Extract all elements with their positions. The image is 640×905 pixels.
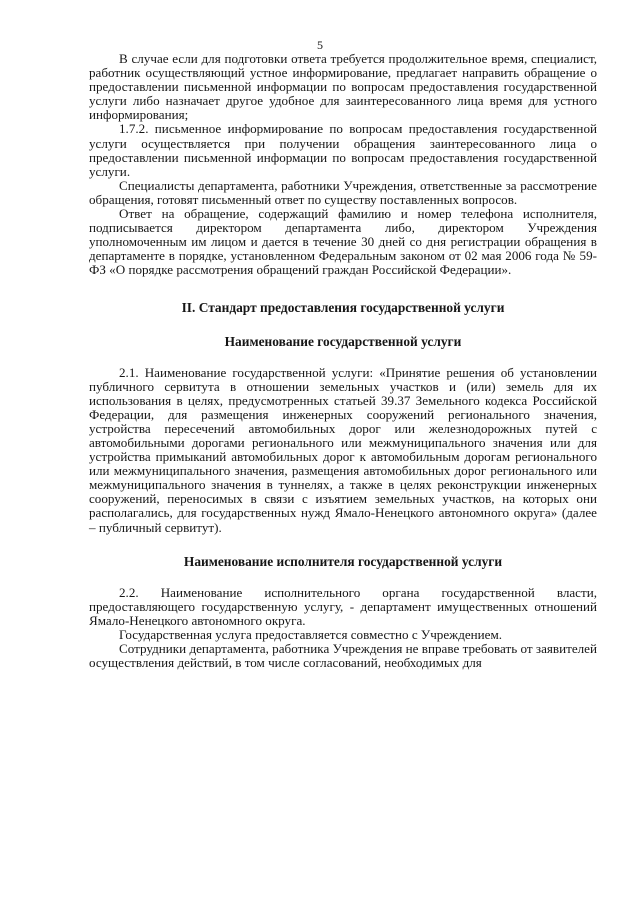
subsection-title-service-executor: Наименование исполнителя государственной услуги — [183, 553, 503, 569]
paragraph-1-7-2: 1.7.2. письменное информирование по вопросам предоставления государственной услуги осуществляется при получении обращения заинтересованного лица о предоставлении письменной информации по вопросам предоставления государственной услуги. — [89, 121, 597, 179]
subsection-title-service-name: Наименование государственной услуги — [224, 333, 462, 349]
document-body — [89, 52, 597, 670]
paragraph-answer-signing: Ответ на обращение, содержащий фамилию и номер телефона исполнителя, подписывается директором департамента либо, директором Учреждения уполномоченным им лицом и дается в течение 30 дней со дня регистрации обращения в департаменте в порядке, установленном Федеральным законом от 02 мая 2006 года № 59-ФЗ «О порядке рассмотрения обращений граждан Российской Федерации». — [89, 206, 597, 278]
paragraph-specialists-answer: Специалисты департамента, работники Учреждения, ответственные за рассмотрение обращения, готовят письменный ответ по существу поставленных вопросов. — [89, 177, 597, 207]
section-title: II. Стандарт предоставления государственной услуги — [181, 299, 505, 315]
page-number: 5 — [317, 38, 323, 52]
paragraph-oral-info-followup: В случае если для подготовки ответа требуется продолжительное время, специалист, работник осуществляющий устное информирование, предлагает направить обращение о предоставлении письменной информации по вопросам предоставления государственной услуги либо назначает другое удобное для заинтересованного лица время для устного информирования; — [89, 51, 597, 123]
paragraph-joint-service: Государственная услуга предоставляется совместно с Учреждением. — [119, 626, 503, 642]
paragraph-2-1: 2.1. Наименование государственной услуги: «Принятие решения об установлении публичного сервитута в отношении земельных участков и (или) земель для их использования в целях, предусмотренных статьей 39.37 Земельного кодекса Российской Федерации, для размещения инженерных сооружений регионального значения, устройства пересечений автомобильных дорог или железнодорожных путей с автомобильными дорогами регионального или межмуниципального значения или для устройства примыканий автомобильных дорог к автомобильным дорогам регионального или межмуниципального значения, размещения автомобильных дорог регионального или межмуниципального значения в туннелях, а также в целях реконструкции инженерных сооружений, переносимых в связи с изъятием земельных участков, на которых они располагались, для государственных нужд Ямало-Ненецкого автономного округа» (далее – публичный сервитут). — [89, 364, 597, 535]
paragraph-2-2: 2.2. Наименование исполнительного органа государственной власти, предоставляющего государственную услугу, - департамент имущественных отношений Ямало-Ненецкого автономного округа. — [89, 584, 597, 628]
paragraph-no-demand: Сотрудники департамента, работника Учреждения не вправе требовать от заявителей осуществления действий, в том числе согласований, необходимых для — [89, 641, 597, 671]
